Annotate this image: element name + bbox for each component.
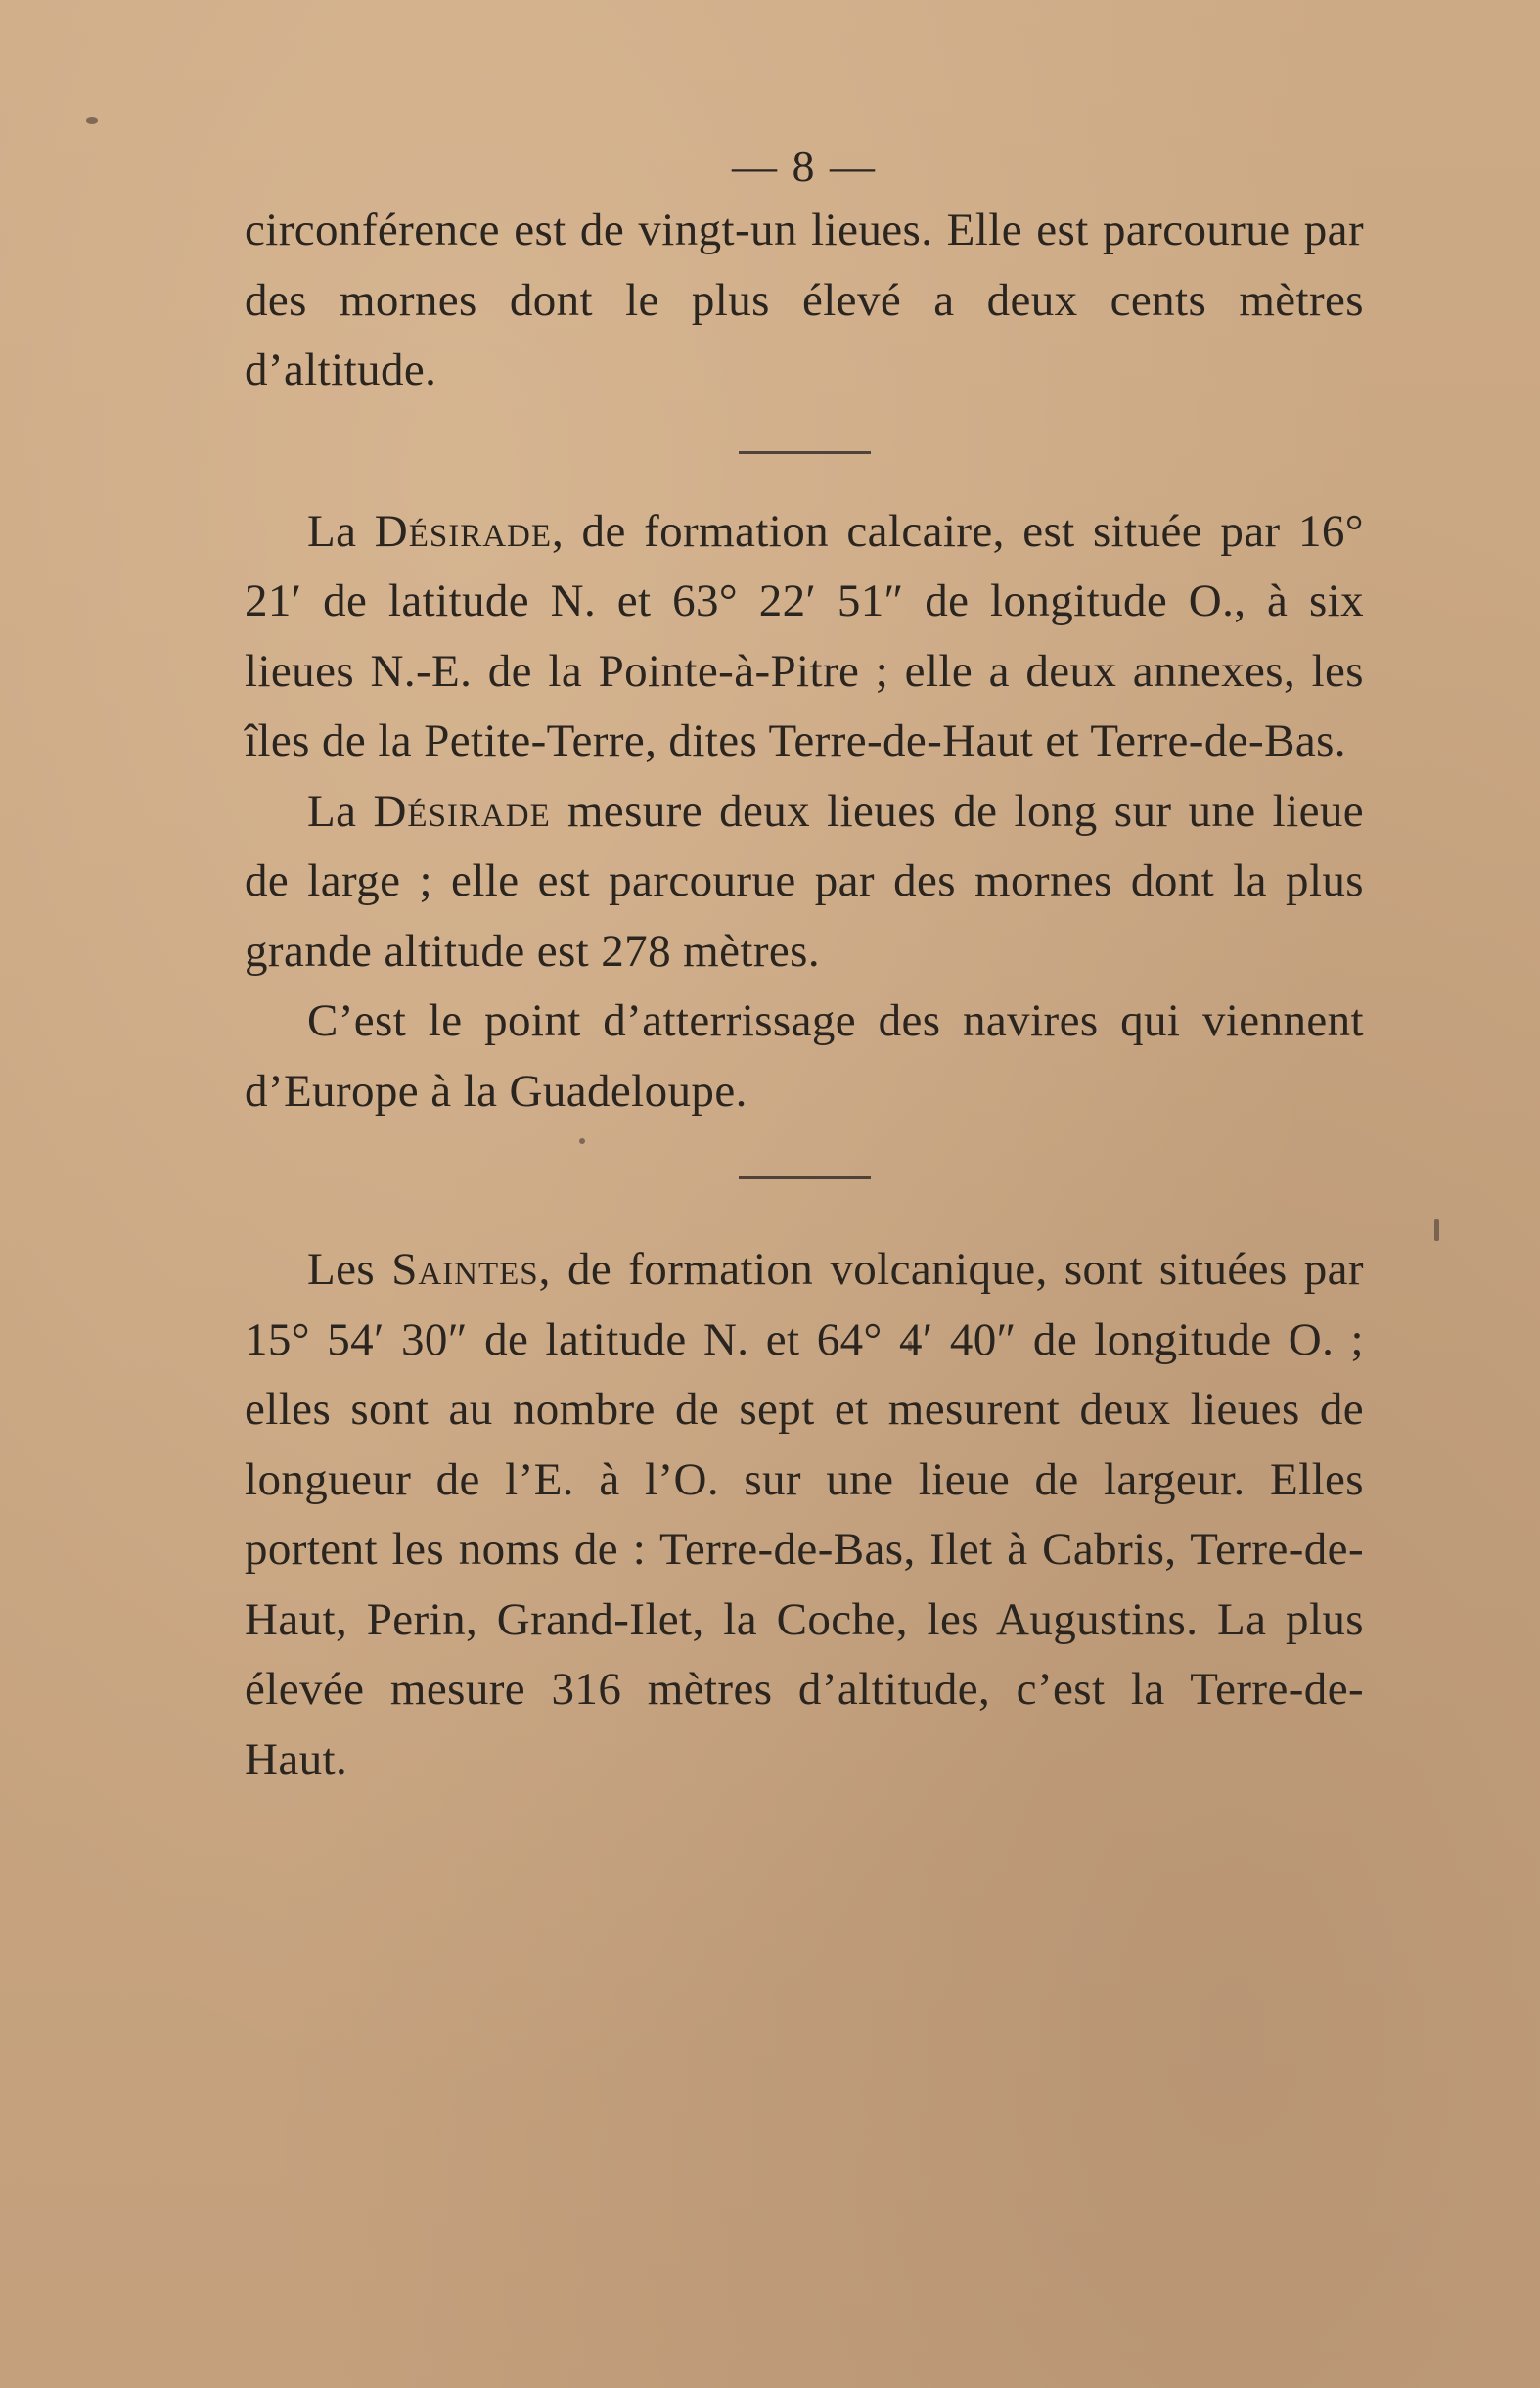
paragraph-desirade-landing — [245, 987, 1364, 1126]
island-name-desirade: Désirade — [373, 785, 551, 837]
paragraph-text: , de formation volcanique, sont situées par 15° 54′ 30″ de latitude N. et 64° 4′ 40″ de longitude O. ; elles sont au nombre de sept et mesurent deux lieues de longueur de l’E. à l’O. sur une lieue de largeur. Elles portent les noms de : Terre-de-Bas, Ilet à Cabris, Terre-de-Haut, Perin, Grand-Ilet, la Coche, les Augustins. La plus élevée mesure 316 mètres d’altitude, c’est la Terre-de-Haut. — [245, 1244, 1364, 1785]
paper-speck — [1434, 1219, 1439, 1241]
paragraph-text: La — [307, 505, 375, 557]
paragraph-text: C’est le point d’atterrissage des navires qui viennent d’Europe à la Guadeloupe. — [245, 995, 1364, 1117]
paragraph-text: , de formation calcaire, est située par 16° 21′ de latitude N. et 63° 22′ 51″ de longitude O., à six lieues N.-E. de la Pointe-à-Pitre ; elle a deux annexes, les îles de la Petite-Terre, dites Terre-de-Haut et Terre-de-Bas. — [245, 505, 1364, 766]
paragraph-text: mesure deux lieues de long sur une lieue de large ; elle est parcourue par des mornes dont la plus grande altitude est 278 mètres. — [245, 785, 1364, 977]
paragraph-continuation — [245, 196, 1364, 406]
paragraph-text: La — [307, 785, 374, 837]
paragraph-saintes — [245, 1235, 1364, 1795]
paragraph-text: Les — [307, 1244, 392, 1295]
paper-speck — [86, 117, 98, 124]
island-name-saintes: Saintes — [391, 1244, 539, 1295]
island-name-desirade: Désirade — [374, 505, 553, 557]
page-number: — 8 — — [732, 141, 877, 191]
paragraph-desirade-size — [245, 777, 1364, 987]
paragraph-text: circonférence est de vingt-un lieues. Elle est parcourue par des mornes dont le plus élevé a deux cents mètres d’altitude. — [245, 205, 1364, 395]
section-divider — [739, 1176, 871, 1179]
paragraph-desirade-location — [245, 497, 1364, 777]
text-column — [245, 137, 1364, 1795]
section-divider — [739, 451, 871, 454]
